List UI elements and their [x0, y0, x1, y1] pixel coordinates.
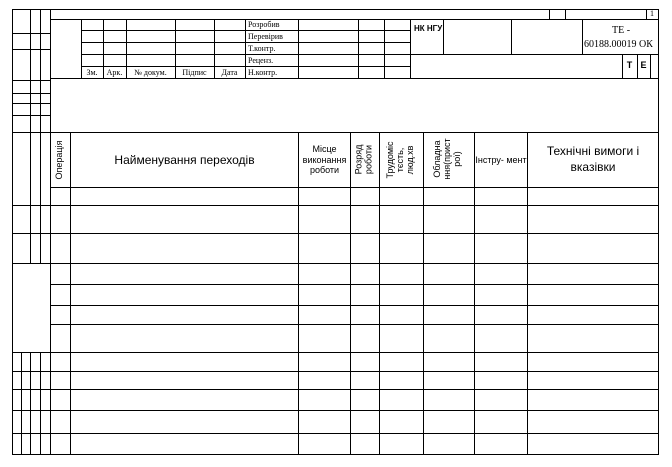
letter-t: Т: [626, 59, 633, 70]
column-header-step-name: Найменування переходів: [114, 153, 255, 167]
role-tech-control: Т.контр.: [248, 44, 276, 53]
column-header-tool: Інстру- мент: [475, 154, 527, 165]
doc-code-line2: 60188.00019 ОК: [584, 39, 653, 50]
letter-e: Е: [640, 59, 647, 70]
header-signature: Підпис: [182, 67, 207, 77]
header-change: Зм.: [86, 67, 98, 77]
doc-code-line1: ТЕ -: [612, 25, 631, 36]
organization: НК НГУ: [414, 24, 443, 33]
role-reviewer: Реценз.: [248, 56, 274, 65]
header-sheet: Арк.: [106, 67, 123, 77]
header-doc-number: № докум.: [134, 67, 167, 77]
column-header-technical-requirements: Технічні вимоги і вказівки: [546, 144, 640, 174]
column-header-work-grade: Розряд роботи: [353, 144, 373, 175]
sheet-number: 1: [650, 9, 654, 18]
role-developed: Розробив: [248, 20, 280, 29]
column-header-labor-intensity: Трудоміс тєсть, люд.хв: [385, 141, 415, 179]
column-header-equipment: Обладна ння(прист рої): [432, 138, 462, 180]
role-checked: Перевірив: [248, 32, 283, 41]
header-date: Дата: [221, 67, 238, 77]
column-header-workplace: Місце виконання роботи: [302, 143, 347, 176]
column-header-operation: Операція: [54, 140, 65, 180]
role-norm-control: Н.контр.: [248, 68, 278, 77]
